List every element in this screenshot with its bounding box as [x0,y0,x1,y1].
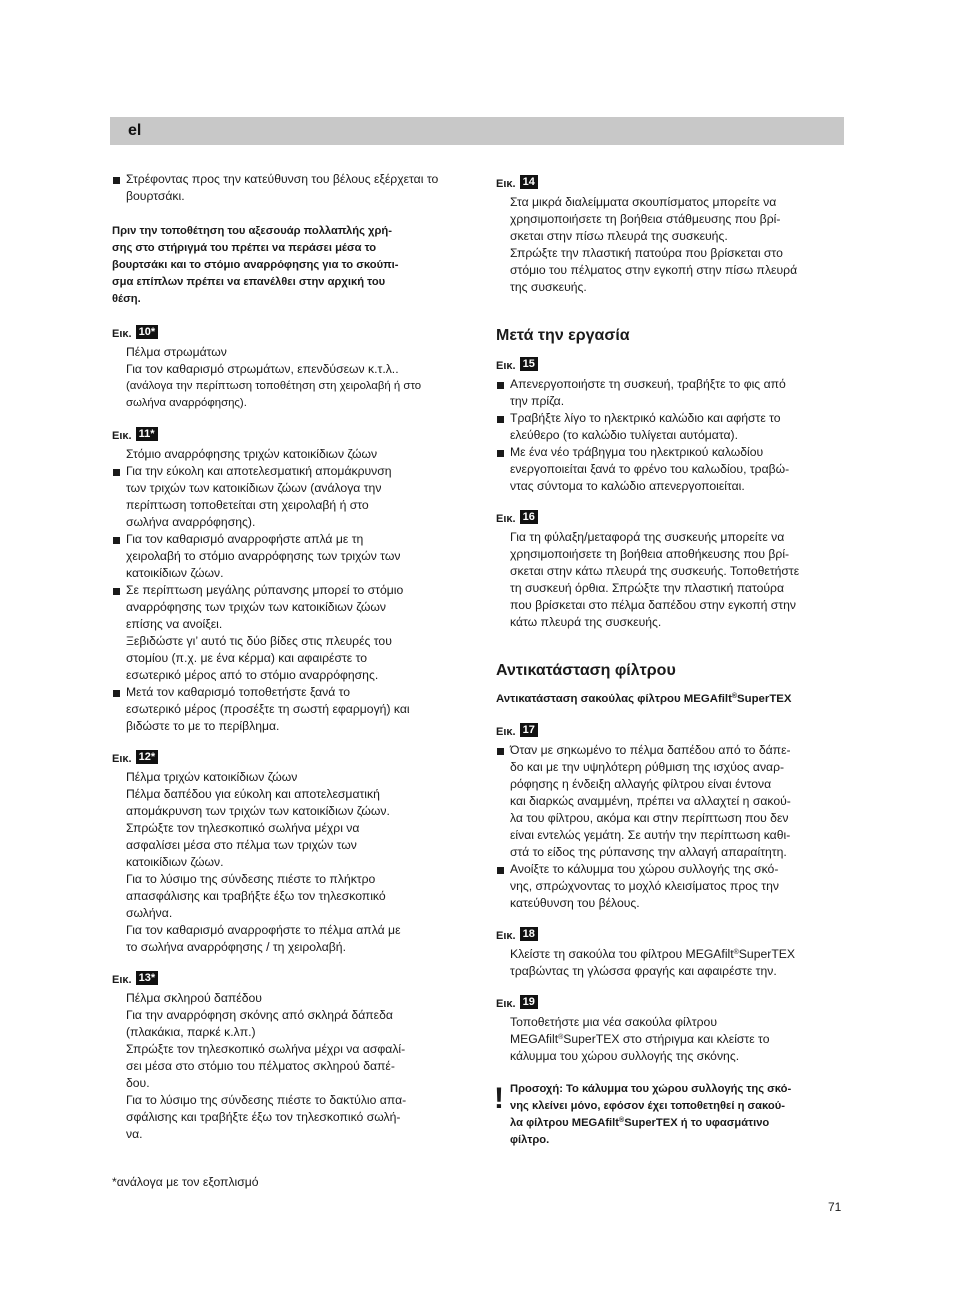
figure-ref-14 [496,176,846,193]
text-span: SuperTEX [738,947,796,961]
text-line: δο και με την υψηλότερη ρύθμιση της ισχύος αναρ- [510,760,785,774]
bold-notice-line: σης στο στήριγμά του πρέπει να περάσει μέσα το [112,242,377,254]
language-header-bar [110,117,844,145]
subhead-text: Αντικατάσταση σακούλας φίλτρου MEGAfilt [496,693,732,705]
text-line: απομάκρυνση των τριχών των κατοικίδιων ζώων. [126,804,390,818]
figure-label: Εικ. [112,328,132,340]
figure-label: Εικ. [496,726,516,738]
fig17-bullet [496,861,846,912]
bold-notice-line: σμα επίπλων πρέπει να επανέλθει στην αρχική του [112,276,386,288]
text-line: Για την εύκολη και αποτελεσματική απομάκρυνση [126,464,392,478]
footnote: *ανάλογα με τον εξοπλισμό [112,1175,259,1189]
text-line: να. [126,1127,143,1141]
text-line: (πλακάκια, παρκέ κ.λπ.) [126,1025,256,1039]
text-line: κατεύθυνση του βέλους. [510,896,640,910]
text-line: Για τον καθαρισμό αναρροφήστε το πέλμα απλά με [126,923,401,937]
figure-ref-15 [496,358,846,375]
text-line: χρησιμοποιήσετε τη βοήθεια στάθμευσης που βρί- [510,212,781,226]
fig15-bullet [496,376,846,410]
text-line: περίπτωση τοποθετείται στη χειρολαβή ή στο [126,498,369,512]
text-line: στόμιο του πέλματος στην εγκοπή στην πίσω πλευρά [510,263,798,277]
figure-ref-17 [496,724,846,741]
text-line: Πέλμα στρωμάτων [126,345,227,359]
figure-ref-11 [112,428,458,445]
text-line: φίλτρο. [510,1134,550,1146]
text-line: Για την αναρρόφηση σκόνης από σκληρά δάπεδα [126,1008,393,1022]
page-number: 71 [828,1200,842,1214]
fig17-bullet [496,742,846,861]
figure-ref-16 [496,511,846,528]
text-line: δου. [126,1076,150,1090]
text-line: Προσοχή: Το κάλυμμα του χώρου συλλογής της σκό- [510,1083,792,1095]
text-line: σφάλισης και τραβήξτε έξω τον τηλεσκοπικό σωλή- [126,1110,401,1124]
text-line: Για τον καθαρισμό στρωμάτων, επενδύσεων κ.τ.λ.. [126,362,399,376]
figure-number: 11* [136,427,158,441]
figure-label: Εικ. [496,998,516,1010]
figure-number: 16 [520,510,538,524]
fig16-text [496,529,846,631]
text-line: κάτω πλευρά της συσκευής. [510,615,662,629]
text-line: τραβώντας τη γλώσσα φραγής και αφαιρέστε την. [510,964,777,978]
text-span: SuperTEX στο στήριγμα και κλείστε το [563,1032,770,1046]
text-span: SuperTEX ή το υφασμάτινο [624,1117,770,1129]
figure-ref-18 [496,928,846,945]
text-span: λα φίλτρου MEGAfilt [510,1117,620,1129]
figure-number: 14 [520,175,538,189]
figure-ref-19 [496,996,846,1013]
text-line: σωλήνα αναρρόφησης). [126,515,256,529]
fig18-text [496,946,846,980]
text-line: που βρίσκεται στο πέλμα δαπέδου στην εγκοπή στην [510,598,797,612]
text-line [510,1115,846,1132]
text-line: σκεται στην πίσω πλευρά της συσκευής. [510,229,728,243]
text-line: τη συσκευή όρθια. Σπρώξτε την πλαστική πατούρα [510,581,785,595]
bold-notice [112,223,458,308]
text-line: βιδώστε το με το περίβλημα. [126,719,280,733]
text-line: ενεργοποιείται ξανά το φρένο του καλωδίου, τραβώ- [510,462,790,476]
text-line: κατοικίδιων ζώων. [126,566,224,580]
text-line: κατοικίδιων ζώων. [126,855,224,869]
text-line: σει μέσα στο στόμιο του πέλματος σκληρού δαπέ- [126,1059,395,1073]
fig15-bullet [496,444,846,495]
figure-number: 19 [520,995,538,1009]
figure-label: Εικ. [496,360,516,372]
text-line [510,946,846,963]
text-line: Πέλμα σκληρού δαπέδου [126,991,262,1005]
figure-number: 10* [136,325,159,339]
text-line: ντας σύντομα το καλώδιο απενεργοποιείται. [510,479,745,493]
text-line: εσωτερικό μέρος (προσέξτε τη σωστή εφαρμογή) και [126,702,410,716]
text-line: Για το λύσιμο της σύνδεσης πιέστε το πλήκτρο [126,872,376,886]
section-title-filter-replacement: Αντικατάσταση φίλτρου [496,662,676,679]
text-line: αναρρόφησης των τριχών των κατοικίδιων ζώων [126,600,386,614]
fig15-bullet [496,410,846,444]
figure-label: Εικ. [112,430,132,442]
figure-number: 15 [520,357,538,371]
registered-mark: ® [558,1034,564,1041]
text-line: στομίου (π.χ. με ένα κέρμα) και αφαιρέστε το [126,651,368,665]
figure-label: Εικ. [112,974,132,986]
text-line: Για τη φύλαξη/μεταφορά της συσκευής μπορείτε να [510,530,785,544]
text-line: Ξεβιδώστε γι’ αυτό τις δύο βίδες στις πλευρές του [126,634,392,648]
section-title-after-work: Μετά την εργασία [496,327,630,344]
fig12-text [112,769,458,956]
registered-mark: ® [731,693,738,700]
fig11-bullet [112,463,458,531]
text-line: των τριχών των κατοικίδιων ζώων (ανάλογα την [126,481,382,495]
figure-ref-10 [112,326,458,343]
text-line: Για το λύσιμο της σύνδεσης πιέστε το δακτύλιο απα- [126,1093,407,1107]
text-line: ρόφησης η ένδειξη αλλαγής φίλτρου είναι έντονα [510,777,772,791]
text-line: Στα μικρά διαλείμματα σκουπίσματος μπορείτε να [510,195,777,209]
text-line: είναι εντελώς γεμάτη. Σε αυτήν την περίπτωση καθι- [510,828,791,842]
text-line: σκεται στην κάτω πλευρά της συσκευής. Τοποθετήστε [510,564,800,578]
right-column [496,176,846,1149]
figure-label: Εικ. [496,513,516,525]
figure-number: 12* [136,750,159,764]
fig13-text [112,990,458,1143]
text-line: ασφαλίσει μέσα στο πέλμα των τριχών των [126,838,357,852]
fig19-text [496,1014,846,1065]
text-line: Πέλμα τριχών κατοικίδιων ζώων [126,770,298,784]
exclamation-icon: ! [494,1082,504,1115]
fig14-text [496,194,846,296]
registered-mark: ® [733,949,739,956]
text-line: χειρολαβή το στόμιο αναρρόφησης των τριχών των [126,549,401,563]
text-line: στά το είδος της ρύπανσης την αλλαγή απαραίτητη. [510,845,787,859]
text-span: MEGAfilt [510,1032,559,1046]
figure-number: 13* [136,971,159,985]
subhead-text: SuperTEX [737,693,792,705]
text-line: Σπρώξτε την πλαστική πατούρα που βρίσκεται στο [510,246,783,260]
text-line [510,1031,846,1048]
text-line: Σε περίπτωση μεγάλης ρύπανσης μπορεί το στόμιο [126,583,404,597]
text-line: το σωλήνα αναρρόφησης / τη χειρολαβή. [126,940,346,954]
text-span: Κλείστε τη σακούλα του φίλτρου MEGAfilt [510,947,734,961]
language-code: el [128,122,142,139]
text-line: λα του φίλτρου, ακόμα και στην περίπτωση που δεν [510,811,789,825]
fig11-bullet [112,582,458,684]
registered-mark: ® [619,1117,625,1124]
text-line: Μετά τον καθαρισμό τοποθετήστε ξανά το [126,685,351,699]
figure-label: Εικ. [112,753,132,765]
figure-label: Εικ. [496,178,516,190]
text-line: εσωτερικό μέρος από το στόμιο αναρρόφησης. [126,668,379,682]
text-line: Τοποθετήστε μια νέα σακούλα φίλτρου [510,1015,717,1029]
text-line: Πέλμα δαπέδου για εύκολη και αποτελεσματική [126,787,380,801]
left-column [112,171,458,1143]
text-line: (ανάλογα την περίπτωση τοποθέτηση στη χειρολαβή ή στο [126,380,422,392]
text-line: νης κλείνει μόνο, εφόσον έχει τοποθετηθεί η σακού- [510,1100,785,1112]
text-line: επίσης να ανοίξει. [126,617,223,631]
text-line: σωλήνα αναρρόφησης). [126,397,247,409]
figure-number: 18 [520,927,538,941]
text-line: Ανοίξτε το κάλυμμα του χώρου συλλογής της σκό- [510,862,779,876]
text-line: Σπρώξτε τον τηλεσκοπικό σωλήνα μέχρι να [126,821,360,835]
text-line: Για τον καθαρισμό αναρροφήστε απλά με τη [126,532,364,546]
text-line: απασφάλισης και τραβήξτε έξω τον τηλεσκοπικό [126,889,386,903]
text-line: σωλήνα. [126,906,173,920]
text-line: Απενεργοποιήστε τη συσκευή, τραβήξτε το φις από [510,377,786,391]
fig11-bullet [112,684,458,735]
bold-notice-line: βουρτσάκι και το στόμιο αναρρόφησης για το σκούπι- [112,259,399,271]
intro-bullet: Στρέφοντας προς την κατεύθυνση του βέλους εξέρχεται το βουρτσάκι. [112,171,458,205]
text-line: χρησιμοποιήσετε τη βοήθεια αποθήκευσης που βρί- [510,547,790,561]
text-line: Σπρώξτε τον τηλεσκοπικό σωλήνα μέχρι να ασφαλί- [126,1042,406,1056]
text-line: κάλυμμα του χώρου συλλογής της σκόνης. [510,1049,740,1063]
text-line: Όταν με σηκωμένο το πέλμα δαπέδου από το δάπε- [510,743,791,757]
warning-note [496,1081,846,1149]
figure-number: 17 [520,723,538,737]
text-line: Τραβήξτε λίγο το ηλεκτρικό καλώδιο και αφήστε το [510,411,781,425]
fig11-title: Στόμιο αναρρόφησης τριχών κατοικίδιων ζώων [126,447,378,461]
figure-ref-13 [112,972,458,989]
fig11-bullet [112,531,458,582]
text-line: ελεύθερο (το καλώδιο τυλίγεται αυτόματα). [510,428,738,442]
text-line: Με ένα νέο τράβηγμα του ηλεκτρικού καλωδίου [510,445,764,459]
figure-label: Εικ. [496,930,516,942]
text-line: νης, σπρώχνοντας το μοχλό κλεισίματος προς την [510,879,779,893]
text-line: της συσκευής. [510,280,587,294]
bold-notice-line: θέση. [112,293,141,305]
bold-notice-line: Πριν την τοποθέτηση του αξεσουάρ πολλαπλής χρή- [112,225,392,237]
text-line: την πρίζα. [510,394,565,408]
text-line: και διαρκώς αναμμένη, πρέπει να αλλαχτεί η σακού- [510,794,791,808]
fig10-text [112,344,458,412]
figure-ref-12 [112,751,458,768]
subheading-filter-bag [496,691,846,708]
